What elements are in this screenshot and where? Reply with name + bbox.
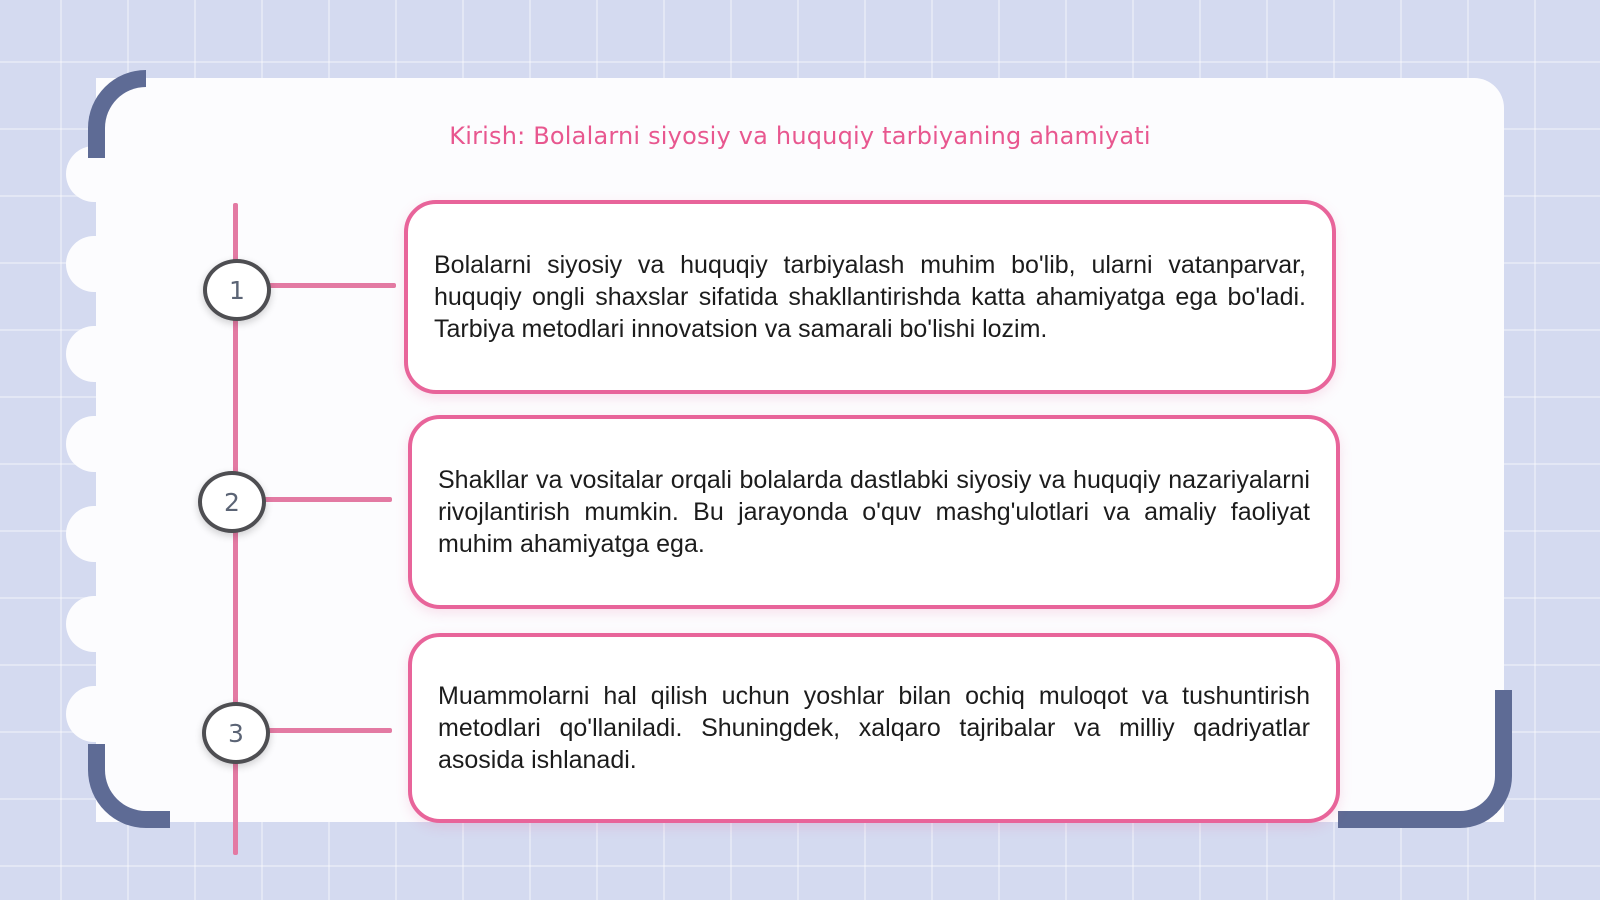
notebook-scallop (66, 236, 126, 292)
notebook-scallop (66, 686, 126, 742)
step-text-3: Muammolarni hal qilish uchun yoshlar bilan ochiq muloqot va tushuntirish metodlari qo'llaniladi. Shuningdek, xalqaro tajribalar va milliy qadriyatlar asosida ishlanadi. (438, 682, 1310, 774)
step-number-3: 3 (202, 702, 270, 764)
step-text-1: Bolalarni siyosiy va huquqiy tarbiyalash muhim bo'lib, ularni vatanparvar, huquqiy ongli shaxslar sifatida shakllantirishda katta ahamiyatga ega bo'ladi. Tarbiya metodlari innovatsion va samarali bo'lishi lozim. (434, 251, 1306, 343)
slide-title: Kirish: Bolalarni siyosiy va huquqiy tarbiyaning ahamiyati (449, 122, 1151, 150)
step-box-3 (408, 633, 1340, 823)
step-connector (266, 728, 392, 733)
notebook-scallop (66, 326, 126, 382)
notebook-scallop (66, 416, 126, 472)
step-number-1: 1 (203, 259, 271, 321)
notebook-scallop (66, 596, 126, 652)
step-connector (266, 283, 396, 288)
step-box-2 (408, 415, 1340, 609)
corner-bracket-bottom-right (1338, 690, 1512, 828)
notebook-scallop (66, 506, 126, 562)
step-connector (262, 497, 392, 502)
step-text-2: Shakllar va vositalar orqali bolalarda dastlabki siyosiy va huquqiy nazariyalarni rivojlantirish mumkin. Bu jarayonda o'quv mashg'ulotlari va amaliy faoliyat muhim ahamiyatga ega. (438, 466, 1310, 558)
step-box-1 (404, 200, 1336, 394)
step-number-2: 2 (198, 471, 266, 533)
